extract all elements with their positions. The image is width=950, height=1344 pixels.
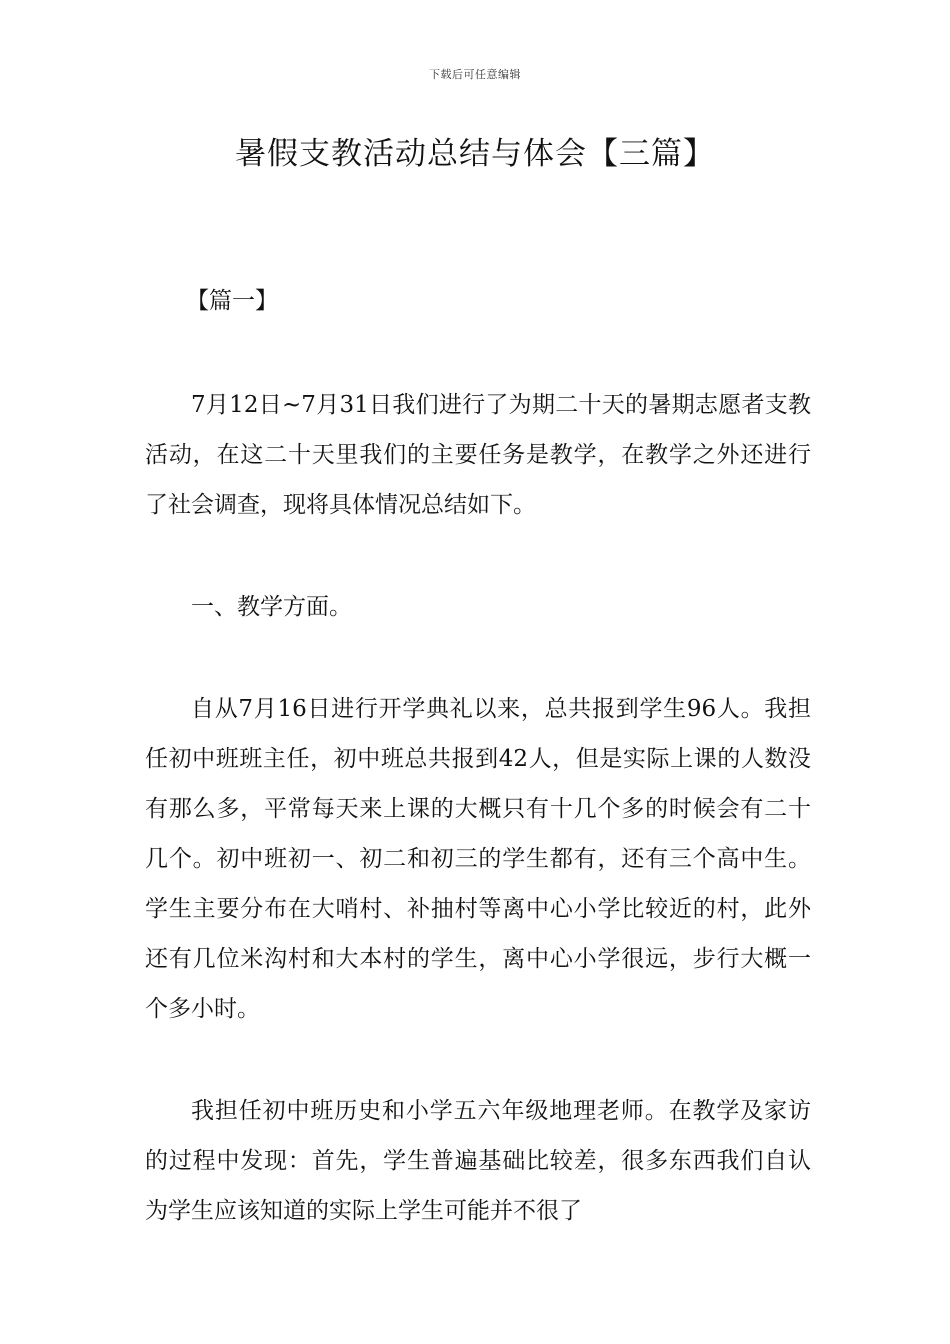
document-title: 暑假支教活动总结与体会【三篇】 [235, 136, 715, 172]
page-header-note: 下载后可任意编辑 [429, 68, 521, 81]
paragraph-spacer [145, 1034, 811, 1086]
paragraph-spacer [145, 530, 811, 582]
paragraph-subheading-teaching: 一、教学方面。 [191, 594, 352, 620]
paragraph-intro: 7月12日~7月31日我们进行了为期二十天的暑期志愿者支教活动，在这二十天里我们的主要任务是教学，在教学之外还进行了社会调查，现将具体情况总结如下。 [145, 392, 811, 518]
document-body [145, 380, 811, 1236]
paragraph-enrollment: 自从7月16日进行开学典礼以来，总共报到学生96人。我担任初中班班主任，初中班总共报到42人，但是实际上课的人数没有那么多，平常每天来上课的大概只有十几个多的时候会有二十几个。初中班初一、初二和初三的学生都有，还有三个高中生。学生主要分布在大哨村、补抽村等离中心小学比较近的村，此外还有几位米沟村和大本村的学生，离中心小学很远，步行大概一个多小时。 [145, 696, 811, 1022]
section-heading: 【篇一】 [186, 288, 278, 314]
paragraph-teaching-role: 我担任初中班历史和小学五六年级地理老师。在教学及家访的过程中发现：首先，学生普遍基础比较差，很多东西我们自认为学生应该知道的实际上学生可能并不很了 [145, 1098, 811, 1224]
paragraph-spacer [145, 632, 811, 684]
